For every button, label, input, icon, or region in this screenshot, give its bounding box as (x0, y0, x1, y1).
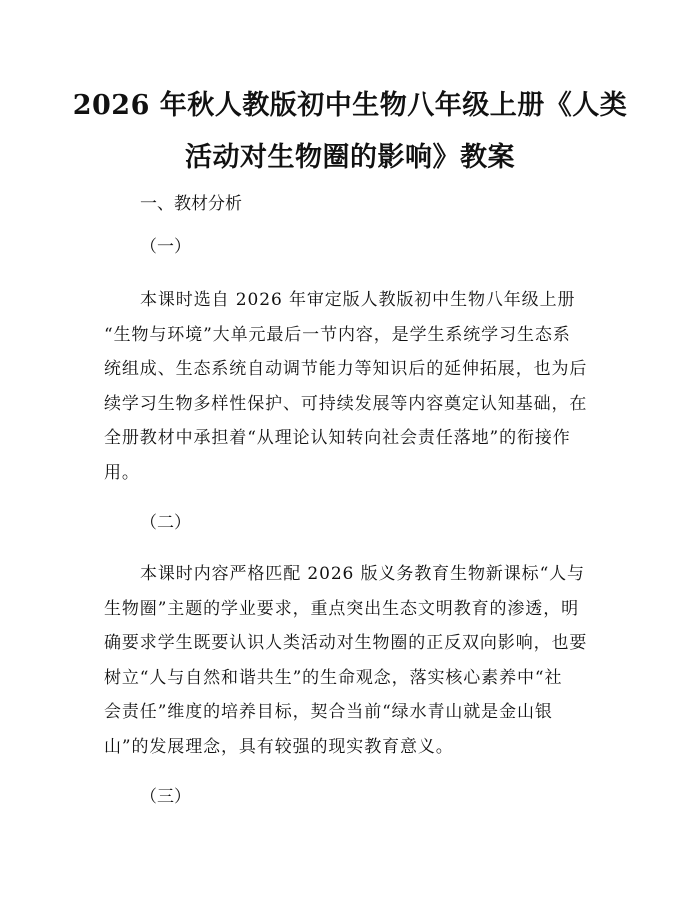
section-heading-textbook-analysis: 一、教材分析 (140, 194, 242, 214)
paragraph-1-line: 本课时选自 2026 年审定版人教版初中生物八年级上册 (140, 290, 576, 310)
document-title-line-1: 2026 年秋人教版初中生物八年级上册《人类 (72, 90, 628, 121)
paragraph-2-line: 树立“人与自然和谐共生”的生命观念，落实核心素养中“社 (104, 667, 563, 688)
document-title-line-2: 活动对生物圈的影响》教案 (185, 142, 515, 173)
paragraph-2-line: 生物圈”主题的学业要求，重点突出生态文明教育的渗透，明 (104, 598, 579, 619)
paragraph-2-line: 本课时内容严格匹配 2026 版义务教育生物新课标“人与 (140, 564, 585, 584)
paragraph-1 (104, 283, 599, 490)
paragraph-1-line: “生物与环境”大单元最后一节内容，是学生系统学习生态系 (104, 324, 571, 345)
paragraph-2 (104, 557, 599, 764)
subsection-heading-2: （二） (140, 513, 191, 533)
paragraph-1-line: 全册教材中承担着“从理论认知转向社会责任落地”的衔接作 (104, 428, 571, 448)
paragraph-1-line: 用。 (104, 462, 140, 483)
paragraph-2-line: 确要求学生既要认识人类活动对生物圈的正反双向影响，也要 (104, 633, 588, 653)
paragraph-2-line: 山”的发展理念，具有较强的现实教育意义。 (104, 736, 454, 757)
subsection-heading-1: （一） (140, 237, 191, 257)
paragraph-1-line: 统组成、生态系统自动调节能力等知识后的延伸拓展，也为后 (104, 359, 588, 379)
paragraph-2-line: 会责任”维度的培养目标，契合当前“绿水青山就是金山银 (104, 702, 553, 722)
paragraph-1-line: 续学习生物多样性保护、可持续发展等内容奠定认知基础，在 (104, 393, 588, 414)
subsection-heading-3: （三） (140, 787, 191, 807)
